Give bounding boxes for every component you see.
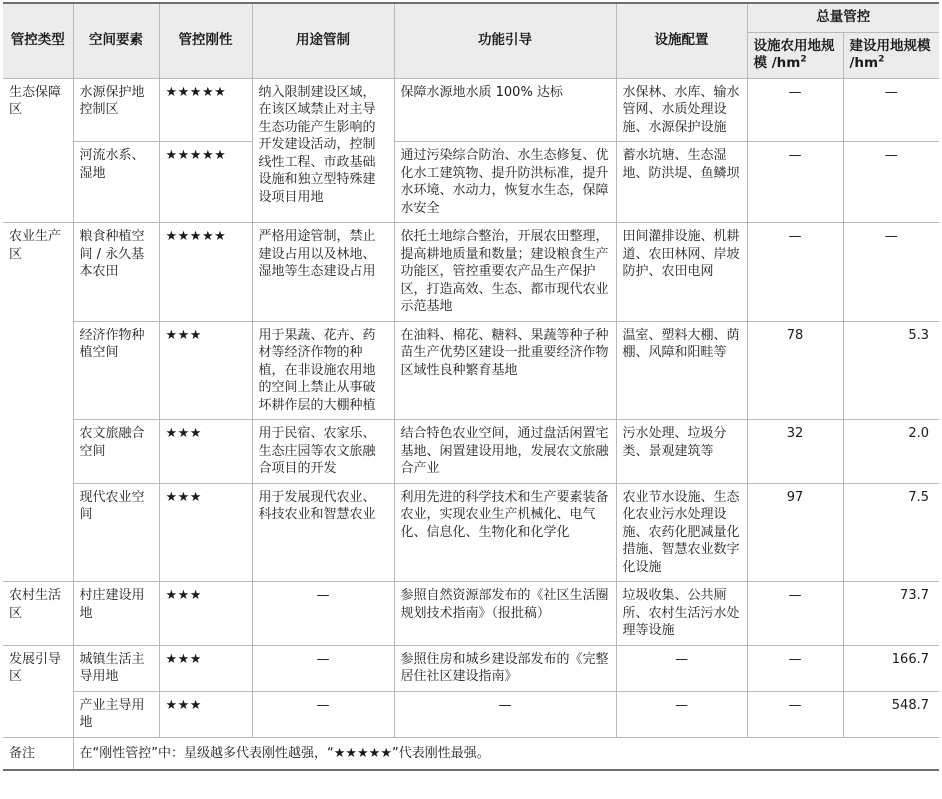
table-row (3, 483, 939, 582)
header-control-type: 管控类型 (3, 3, 73, 78)
header-construction-land (843, 32, 939, 78)
cell-control-type: 发展引导区 (3, 645, 73, 737)
cell-use-control: — (252, 691, 394, 737)
cell-function-guide: 参照自然资源部发布的《社区生活圈规划技术指南》（报批稿） (394, 582, 616, 646)
cell-construction-land: — (843, 78, 939, 142)
cell-rigidity: ★★★ (159, 582, 252, 646)
cell-construction-land: 548.7 (843, 691, 939, 737)
header-use-control: 用途管制 (252, 3, 394, 78)
header-construction-land-label: 建设用地规模 /hm (849, 37, 931, 71)
cell-use-control: — (252, 645, 394, 691)
cell-construction-land: — (843, 223, 939, 322)
cell-function-guide: — (394, 691, 616, 737)
table-row (3, 321, 939, 420)
cell-facility-land: — (747, 78, 843, 142)
cell-facility-land: — (747, 691, 843, 737)
unit-superscript: 2 (878, 54, 885, 65)
cell-control-type: 农村生活区 (3, 582, 73, 646)
cell-control-type: 农业生产区 (3, 223, 73, 582)
spatial-control-table (3, 2, 939, 771)
cell-facility-config: 水保林、水库、输水管网、水质处理设施、水源保护设施 (616, 78, 747, 142)
cell-rigidity: ★★★ (159, 483, 252, 582)
note-row (3, 737, 939, 770)
cell-space-element: 粮食种植空间 / 永久基本农田 (73, 223, 159, 322)
header-function-guide: 功能引导 (394, 3, 616, 78)
cell-rigidity: ★★★ (159, 420, 252, 484)
cell-construction-land: — (843, 142, 939, 223)
cell-facility-config: 农业节水设施、生态化农业污水处理设施、农药化肥减量化措施、智慧农业数字化设施 (616, 483, 747, 582)
cell-use-control: 严格用途管制，禁止建设占用以及林地、湿地等生态建设占用 (252, 223, 394, 322)
cell-space-element: 城镇生活主导用地 (73, 645, 159, 691)
cell-facility-land: — (747, 582, 843, 646)
cell-rigidity: ★★★★★ (159, 223, 252, 322)
cell-facility-land: 78 (747, 321, 843, 420)
cell-function-guide: 参照住房和城乡建设部发布的《完整居住社区建设指南》 (394, 645, 616, 691)
table-row (3, 691, 939, 737)
cell-facility-land: 97 (747, 483, 843, 582)
table-row (3, 223, 939, 322)
cell-facility-land: 32 (747, 420, 843, 484)
cell-facility-config: — (616, 645, 747, 691)
cell-facility-land: — (747, 142, 843, 223)
cell-function-guide: 保障水源地水质 100% 达标 (394, 78, 616, 142)
table-row (3, 582, 939, 646)
cell-space-element: 农文旅融合空间 (73, 420, 159, 484)
cell-use-control: 用于民宿、农家乐、生态庄园等农文旅融合项目的开发 (252, 420, 394, 484)
cell-space-element: 经济作物种植空间 (73, 321, 159, 420)
cell-space-element: 水源保护地控制区 (73, 78, 159, 142)
cell-facility-config: 田间灌排设施、机耕道、农田林网、岸坡防护、农田电网 (616, 223, 747, 322)
cell-space-element: 现代农业空间 (73, 483, 159, 582)
header-total-control: 总量管控 (747, 3, 939, 32)
cell-control-type: 生态保障区 (3, 78, 73, 223)
cell-rigidity: ★★★★★ (159, 142, 252, 223)
cell-rigidity: ★★★ (159, 645, 252, 691)
cell-space-element: 村庄建设用地 (73, 582, 159, 646)
cell-rigidity: ★★★★★ (159, 78, 252, 142)
cell-use-control: 用于果蔬、花卉、药材等经济作物的种植，在非设施农用地的空间上禁止从事破坏耕作层的大棚种植 (252, 321, 394, 420)
cell-function-guide: 通过污染综合防治、水生态修复、优化水工建筑物、提升防洪标准，提升水环境、水动力，恢复水生态，保障水安全 (394, 142, 616, 223)
cell-facility-config: 温室、塑料大棚、荫棚、风障和阳畦等 (616, 321, 747, 420)
unit-superscript: 2 (800, 54, 807, 65)
table-row (3, 142, 939, 223)
cell-construction-land: 7.5 (843, 483, 939, 582)
note-label: 备注 (3, 737, 73, 770)
cell-facility-config: — (616, 691, 747, 737)
cell-facility-land: — (747, 223, 843, 322)
cell-function-guide: 利用先进的科学技术和生产要素装备农业，实现农业生产机械化、电气化、信息化、生物化和化学化 (394, 483, 616, 582)
cell-construction-land: 2.0 (843, 420, 939, 484)
cell-facility-config: 垃圾收集、公共厕所、农村生活污水处理等设施 (616, 582, 747, 646)
cell-use-control: — (252, 582, 394, 646)
header-rigidity: 管控刚性 (159, 3, 252, 78)
cell-space-element: 河流水系、湿地 (73, 142, 159, 223)
cell-function-guide: 在油料、棉花、糖料、果蔬等种子种苗生产优势区建设一批重要经济作物区域性良种繁育基地 (394, 321, 616, 420)
table-row (3, 420, 939, 484)
cell-rigidity: ★★★ (159, 321, 252, 420)
header-facility-land-label: 设施农用地规模 /hm (753, 37, 835, 71)
header-row (3, 3, 939, 32)
cell-function-guide: 结合特色农业空间，通过盘活闲置宅基地、闲置建设用地，发展农文旅融合产业 (394, 420, 616, 484)
header-space-element: 空间要素 (73, 3, 159, 78)
header-facility-config: 设施配置 (616, 3, 747, 78)
cell-use-control: 用于发展现代农业、科技农业和智慧农业 (252, 483, 394, 582)
table-row (3, 78, 939, 142)
cell-use-control: 纳入限制建设区域，在该区域禁止对主导生态功能产生影响的开发建设活动，控制线性工程、市政基础设施和独立型特殊建设项目用地 (252, 78, 394, 223)
cell-function-guide: 依托土地综合整治，开展农田整理，提高耕地质量和数量；建设粮食生产功能区，管控重要农产品生产保护区，打造高效、生态、都市现代农业示范基地 (394, 223, 616, 322)
cell-construction-land: 166.7 (843, 645, 939, 691)
cell-rigidity: ★★★ (159, 691, 252, 737)
cell-space-element: 产业主导用地 (73, 691, 159, 737)
cell-facility-land: — (747, 645, 843, 691)
cell-construction-land: 73.7 (843, 582, 939, 646)
table-row (3, 645, 939, 691)
note-text: 在“刚性管控”中：星级越多代表刚性越强，“★★★★★”代表刚性最强。 (73, 737, 939, 770)
header-facility-land (747, 32, 843, 78)
cell-facility-config: 蓄水坑塘、生态湿地、防洪堤、鱼鳞坝 (616, 142, 747, 223)
cell-construction-land: 5.3 (843, 321, 939, 420)
cell-facility-config: 污水处理、垃圾分类、景观建筑等 (616, 420, 747, 484)
